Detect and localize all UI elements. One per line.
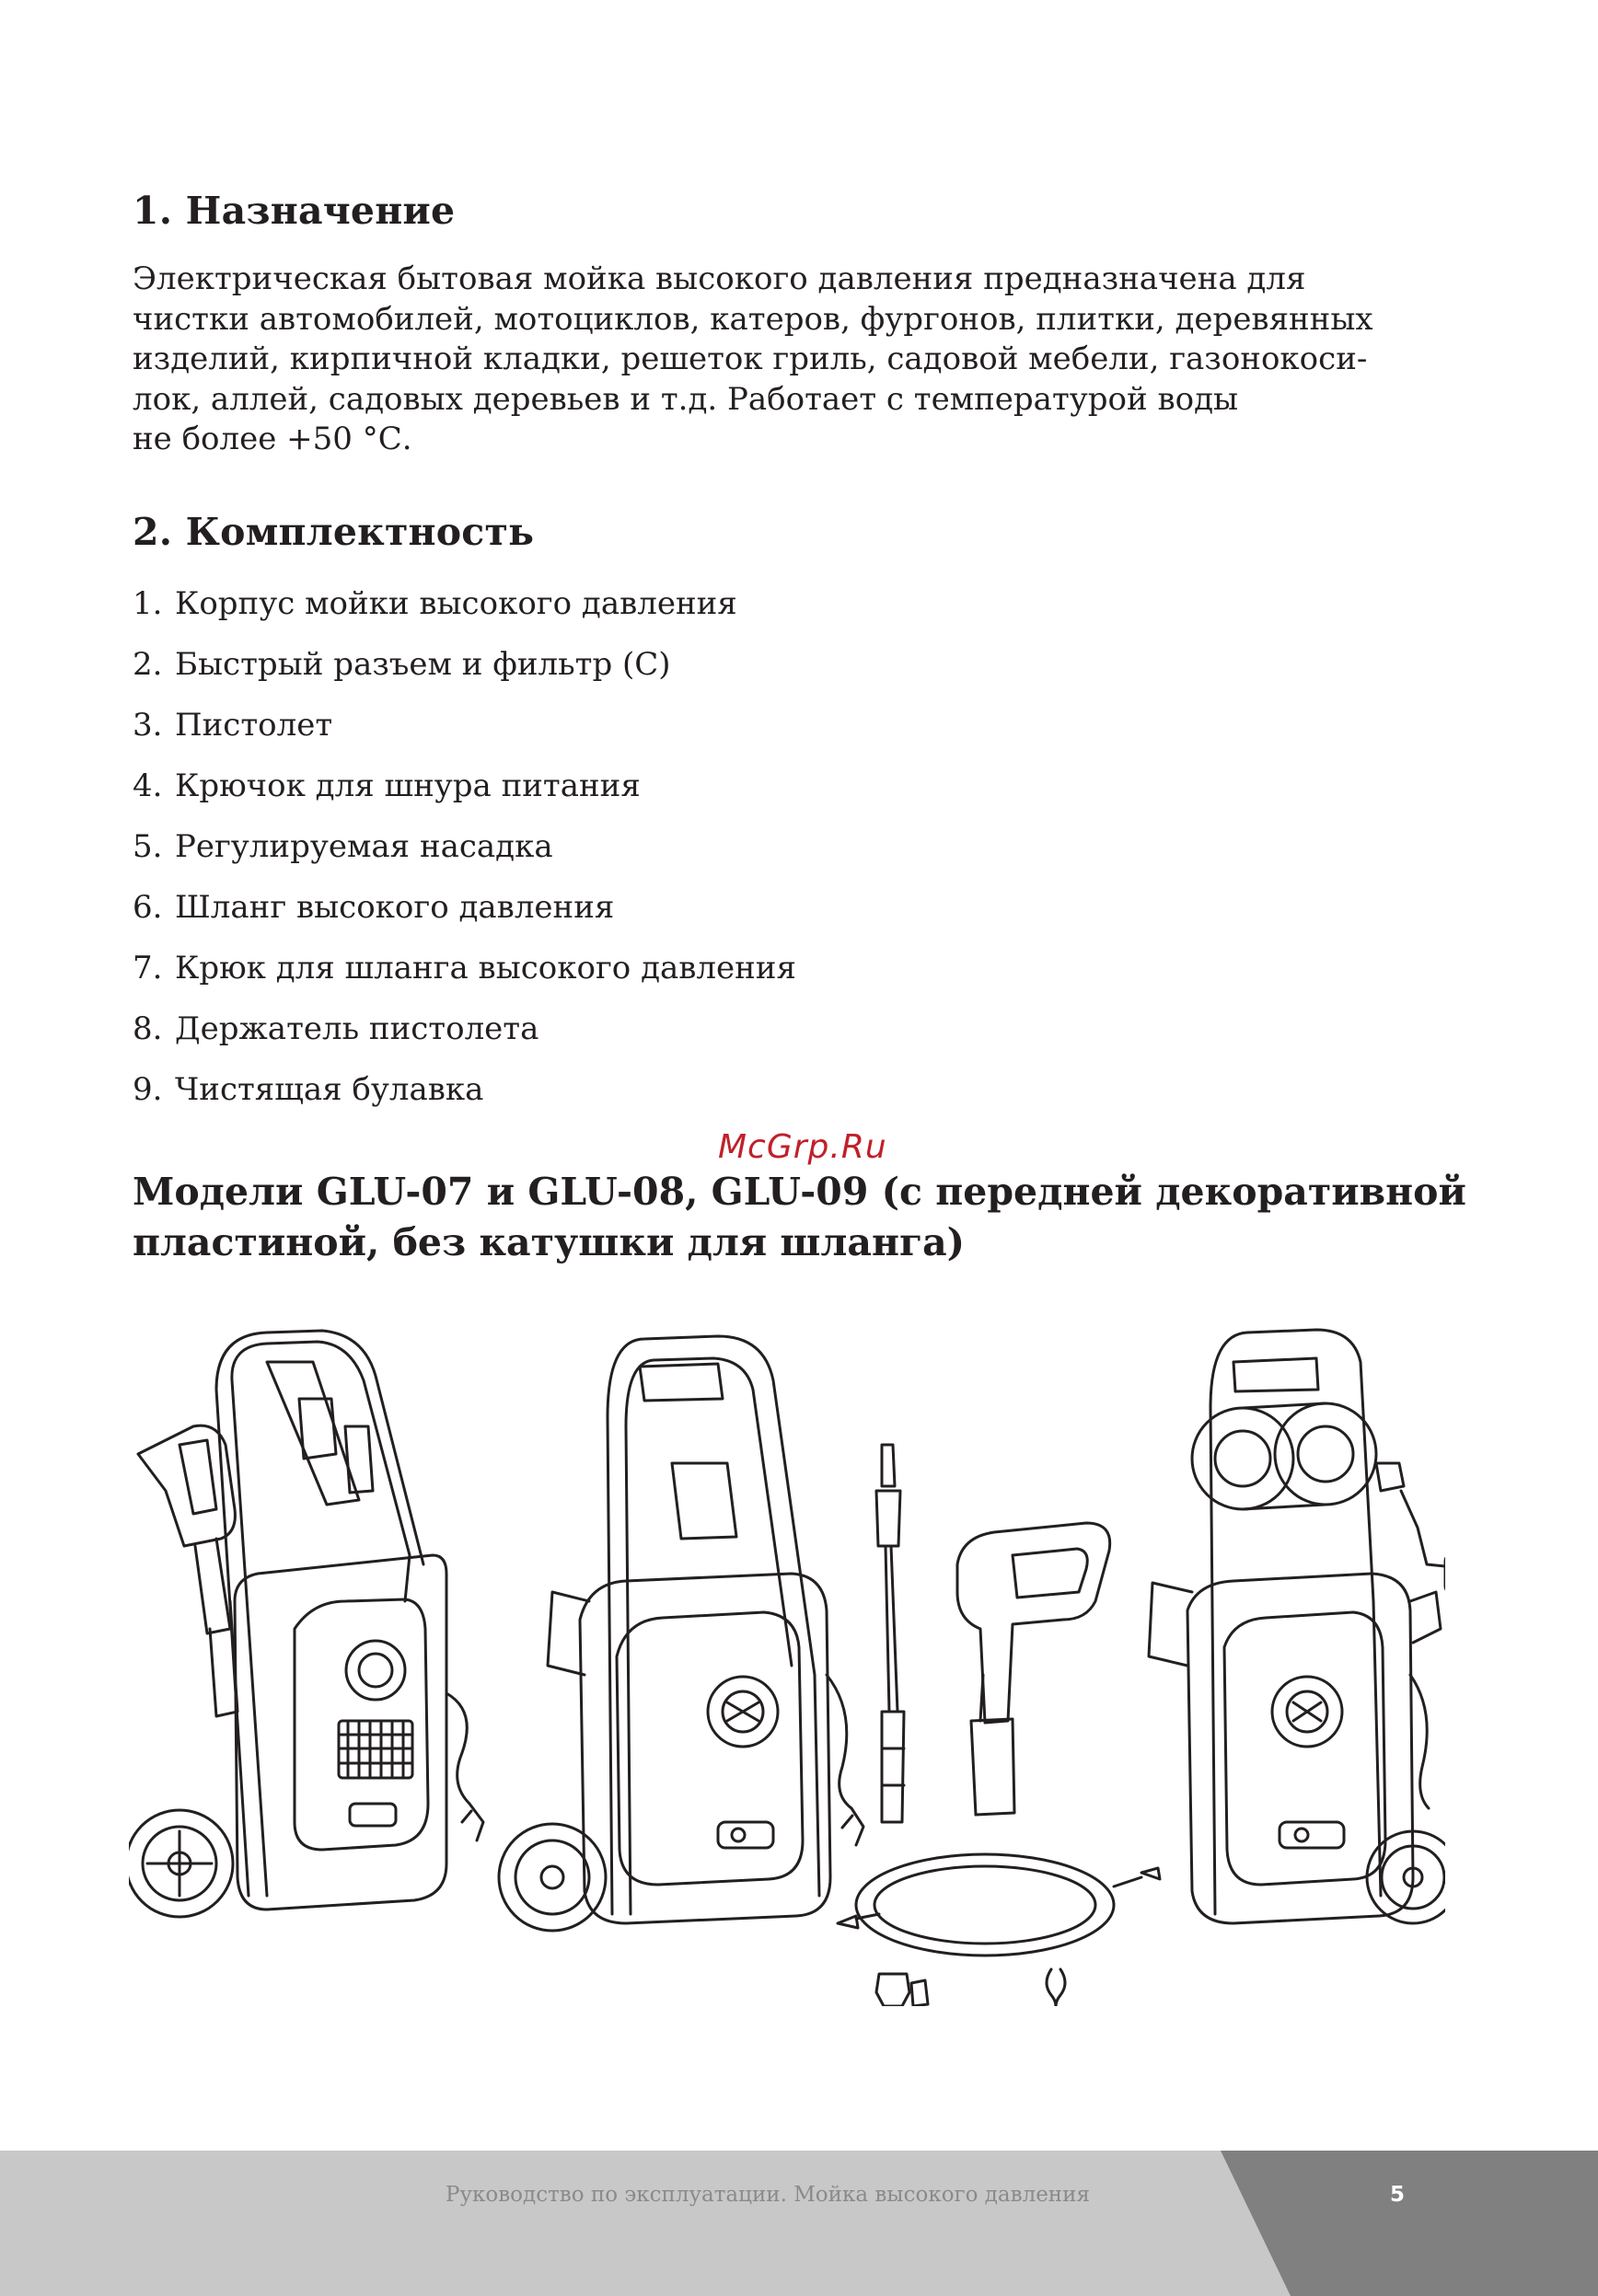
list-item-number: 8. — [133, 1010, 163, 1047]
kit-heading: 2. Комплектность — [133, 510, 535, 554]
list-item — [133, 640, 796, 701]
washer-rear-view — [1149, 1330, 1445, 1923]
list-item-text: Шланг высокого давления — [175, 889, 615, 926]
list-item-text: Пистолет — [175, 707, 333, 744]
list-item-number: 2. — [133, 646, 163, 683]
list-item — [133, 762, 796, 823]
purpose-line: лок, аллей, садовых деревьев и т.д. Работает с температурой воды — [133, 380, 1239, 418]
list-item — [133, 1066, 796, 1126]
list-item-text: Чистящая булавка — [175, 1071, 484, 1108]
list-item-text: Корпус мойки высокого давления — [175, 585, 737, 622]
list-item-text: Крюк для шланга высокого давления — [175, 950, 796, 986]
list-item-number: 1. — [133, 585, 163, 622]
purpose-line: чистки автомобилей, мотоциклов, катеров, фургонов, плитки, деревянных — [133, 300, 1373, 338]
list-item-number: 5. — [133, 828, 163, 865]
list-item — [133, 701, 796, 762]
purpose-line: Электрическая бытовая мойка высокого давления предназначена для — [133, 260, 1306, 297]
footer-band — [0, 2151, 1598, 2296]
list-item-number: 7. — [133, 950, 163, 986]
accessories — [838, 1445, 1160, 2006]
footer-title: Руководство по эксплуатации. Мойка высокого давления — [446, 2183, 1090, 2207]
list-item-number: 9. — [133, 1071, 163, 1108]
washer-side-view — [129, 1331, 483, 1917]
models-heading — [133, 1167, 1467, 1268]
washer-front-view — [499, 1336, 863, 1931]
purpose-heading: 1. Назначение — [133, 189, 456, 233]
list-item — [133, 944, 796, 1005]
list-item — [133, 823, 796, 883]
pressure-washer-illustration — [129, 1325, 1445, 2006]
models-heading-line: пластиной, без катушки для шланга) — [133, 1220, 966, 1264]
list-item-text: Регулируемая насадка — [175, 828, 553, 865]
page-number: 5 — [1390, 2183, 1406, 2207]
watermark[interactable]: McGrp.Ru — [718, 1128, 887, 1166]
list-item-text: Крючок для шнура питания — [175, 767, 641, 804]
list-item — [133, 1005, 796, 1066]
list-item — [133, 883, 796, 944]
list-item-number: 6. — [133, 889, 163, 926]
models-heading-line: Модели GLU-07 и GLU-08, GLU-09 (с передней декоративной — [133, 1170, 1466, 1214]
purpose-line: не более +50 °С. — [133, 421, 412, 457]
purpose-line: изделий, кирпичной кладки, решеток гриль, садовой мебели, газонокоси- — [133, 340, 1368, 377]
purpose-paragraph — [133, 260, 1458, 460]
list-item-number: 4. — [133, 767, 163, 804]
list-item — [133, 580, 796, 640]
kit-list — [133, 580, 796, 1126]
list-item-number: 3. — [133, 707, 163, 744]
list-item-text: Держатель пистолета — [175, 1010, 539, 1047]
list-item-text: Быстрый разъем и фильтр (С) — [175, 646, 671, 683]
